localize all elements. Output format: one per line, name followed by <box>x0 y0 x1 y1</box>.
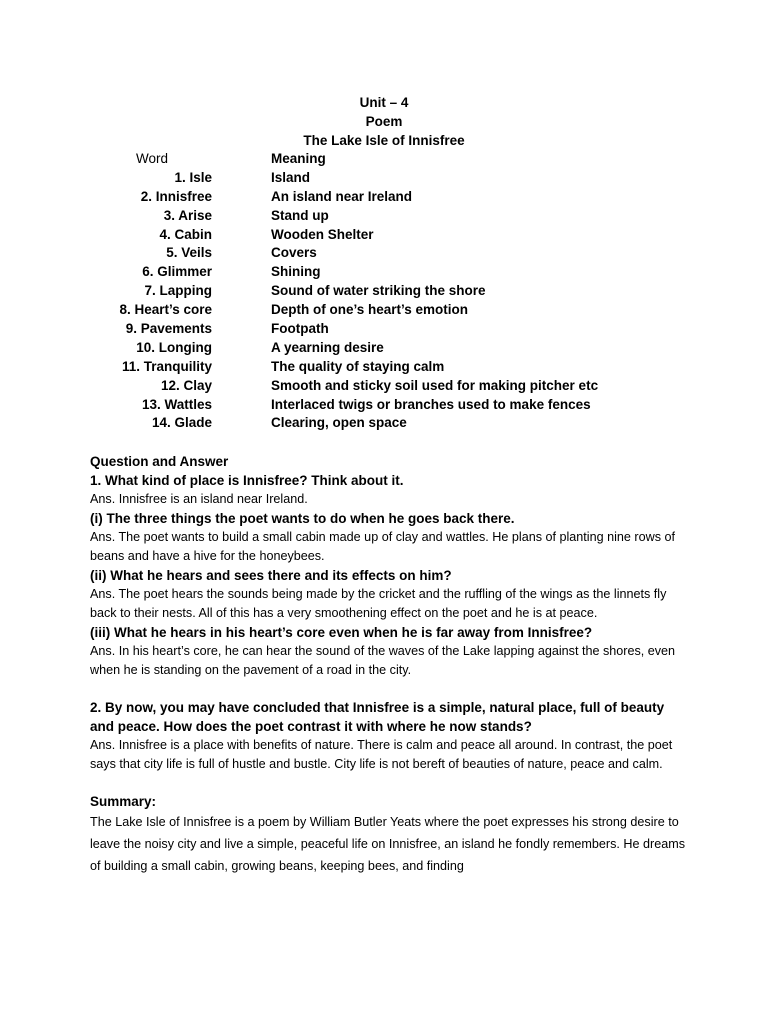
vocabulary-row <box>0 339 768 358</box>
vocab-word: 9. Pavements <box>125 321 212 337</box>
vocab-meaning: Clearing, open space <box>271 415 407 431</box>
vocab-word: 2. Innisfree <box>140 188 212 204</box>
vocabulary-table <box>0 150 768 433</box>
poem-title: The Lake Isle of Innisfree <box>303 133 465 148</box>
vocabulary-row <box>0 263 768 282</box>
vocabulary-row <box>0 377 768 396</box>
vocab-word: 5. Veils <box>166 245 212 261</box>
question-1-iii: (iii) What he hears in his heart’s core even when he is far away from Innisfree? <box>90 625 593 640</box>
vocab-meaning: Island <box>271 169 311 185</box>
question-1-ii: (ii) What he hears and sees there and its effects on him? <box>90 568 452 583</box>
word-column-header: Word <box>136 151 169 166</box>
document-header <box>0 93 768 150</box>
question-2: 2. By now, you may have concluded that Innisfree is a simple, natural place, full of beauty and peace. How does the poet contrast it with where he now stands? <box>90 700 665 734</box>
vocab-meaning: Covers <box>271 245 317 261</box>
vocab-meaning: Smooth and sticky soil used for making pitcher etc <box>271 377 599 393</box>
vocab-word: 1. Isle <box>174 169 212 185</box>
paragraph-spacer <box>90 774 690 792</box>
summary-text: The Lake Isle of Innisfree is a poem by William Butler Yeats where the poet expresses his strong desire to leave the noisy city and live a simple, peaceful life on Innisfree, an island he fondly remembers. He dreams of building a small cabin, growing beans, keeping bees, and finding <box>90 815 686 873</box>
paragraph-spacer <box>90 680 690 698</box>
vocab-word: 6. Glimmer <box>142 264 212 280</box>
vocab-word: 7. Lapping <box>144 283 212 299</box>
summary-heading: Summary: <box>90 794 157 809</box>
vocab-meaning: Wooden Shelter <box>271 226 374 242</box>
answer-1: Ans. Innisfree is an island near Ireland. <box>90 492 308 506</box>
vocab-meaning: An island near Ireland <box>271 188 413 204</box>
vocabulary-row <box>0 207 768 226</box>
answer-1-iii: Ans. In his heart’s core, he can hear the sound of the waves of the Lake lapping against the shores, even when he is standing on the pavement of a road in the city. <box>90 644 676 677</box>
vocab-meaning: Depth of one’s heart’s emotion <box>271 302 469 318</box>
vocab-meaning: Shining <box>271 264 321 280</box>
vocab-word: 13. Wattles <box>141 396 212 412</box>
vocab-meaning: Sound of water striking the shore <box>271 283 486 299</box>
vocab-meaning: A yearning desire <box>271 339 384 355</box>
vocabulary-row <box>0 244 768 263</box>
vocabulary-row <box>0 301 768 320</box>
vocabulary-row <box>0 169 768 188</box>
vocab-meaning: Interlaced twigs or branches used to make fences <box>271 396 591 412</box>
vocab-word: 14. Glade <box>151 415 212 431</box>
vocabulary-row <box>0 358 768 377</box>
answer-2: Ans. Innisfree is a place with benefits of nature. There is calm and peace all around. In contrast, the poet says that city life is full of hustle and bustle. City life is not bereft of beauties of nature, peace and calm. <box>90 738 673 771</box>
vocab-meaning: The quality of staying calm <box>271 358 445 374</box>
vocabulary-row <box>0 188 768 207</box>
vocabulary-row <box>0 320 768 339</box>
vocabulary-header-row <box>0 150 768 169</box>
question-answer-section <box>90 452 690 877</box>
vocab-meaning: Stand up <box>271 207 329 223</box>
answer-1-ii: Ans. The poet hears the sounds being made by the cricket and the ruffling of the wings as the linnets fly back to their nests. All of this has a very smoothening effect on the poet and he is at peace. <box>90 587 667 620</box>
vocab-word: 4. Cabin <box>159 226 212 242</box>
unit-label: Unit – 4 <box>359 95 409 110</box>
vocab-word: 3. Arise <box>163 207 212 223</box>
qa-heading: Question and Answer <box>90 454 229 469</box>
vocab-word: 8. Heart’s core <box>119 302 212 318</box>
vocabulary-row <box>0 414 768 433</box>
vocab-word: 10. Longing <box>136 339 212 355</box>
meaning-column-header: Meaning <box>271 151 326 166</box>
answer-1-i: Ans. The poet wants to build a small cabin made up of clay and wattles. He plans of planting nine rows of beans and have a hive for the honeybees. <box>90 530 676 563</box>
vocab-word: 11. Tranquility <box>121 358 212 374</box>
question-1: 1. What kind of place is Innisfree? Think about it. <box>90 473 404 488</box>
vocabulary-row <box>0 396 768 415</box>
question-1-i: (i) The three things the poet wants to do when he goes back there. <box>90 511 515 526</box>
genre-label: Poem <box>365 114 403 129</box>
vocabulary-row <box>0 282 768 301</box>
vocab-meaning: Footpath <box>271 321 329 337</box>
vocab-word: 12. Clay <box>160 377 212 393</box>
vocabulary-row <box>0 226 768 245</box>
